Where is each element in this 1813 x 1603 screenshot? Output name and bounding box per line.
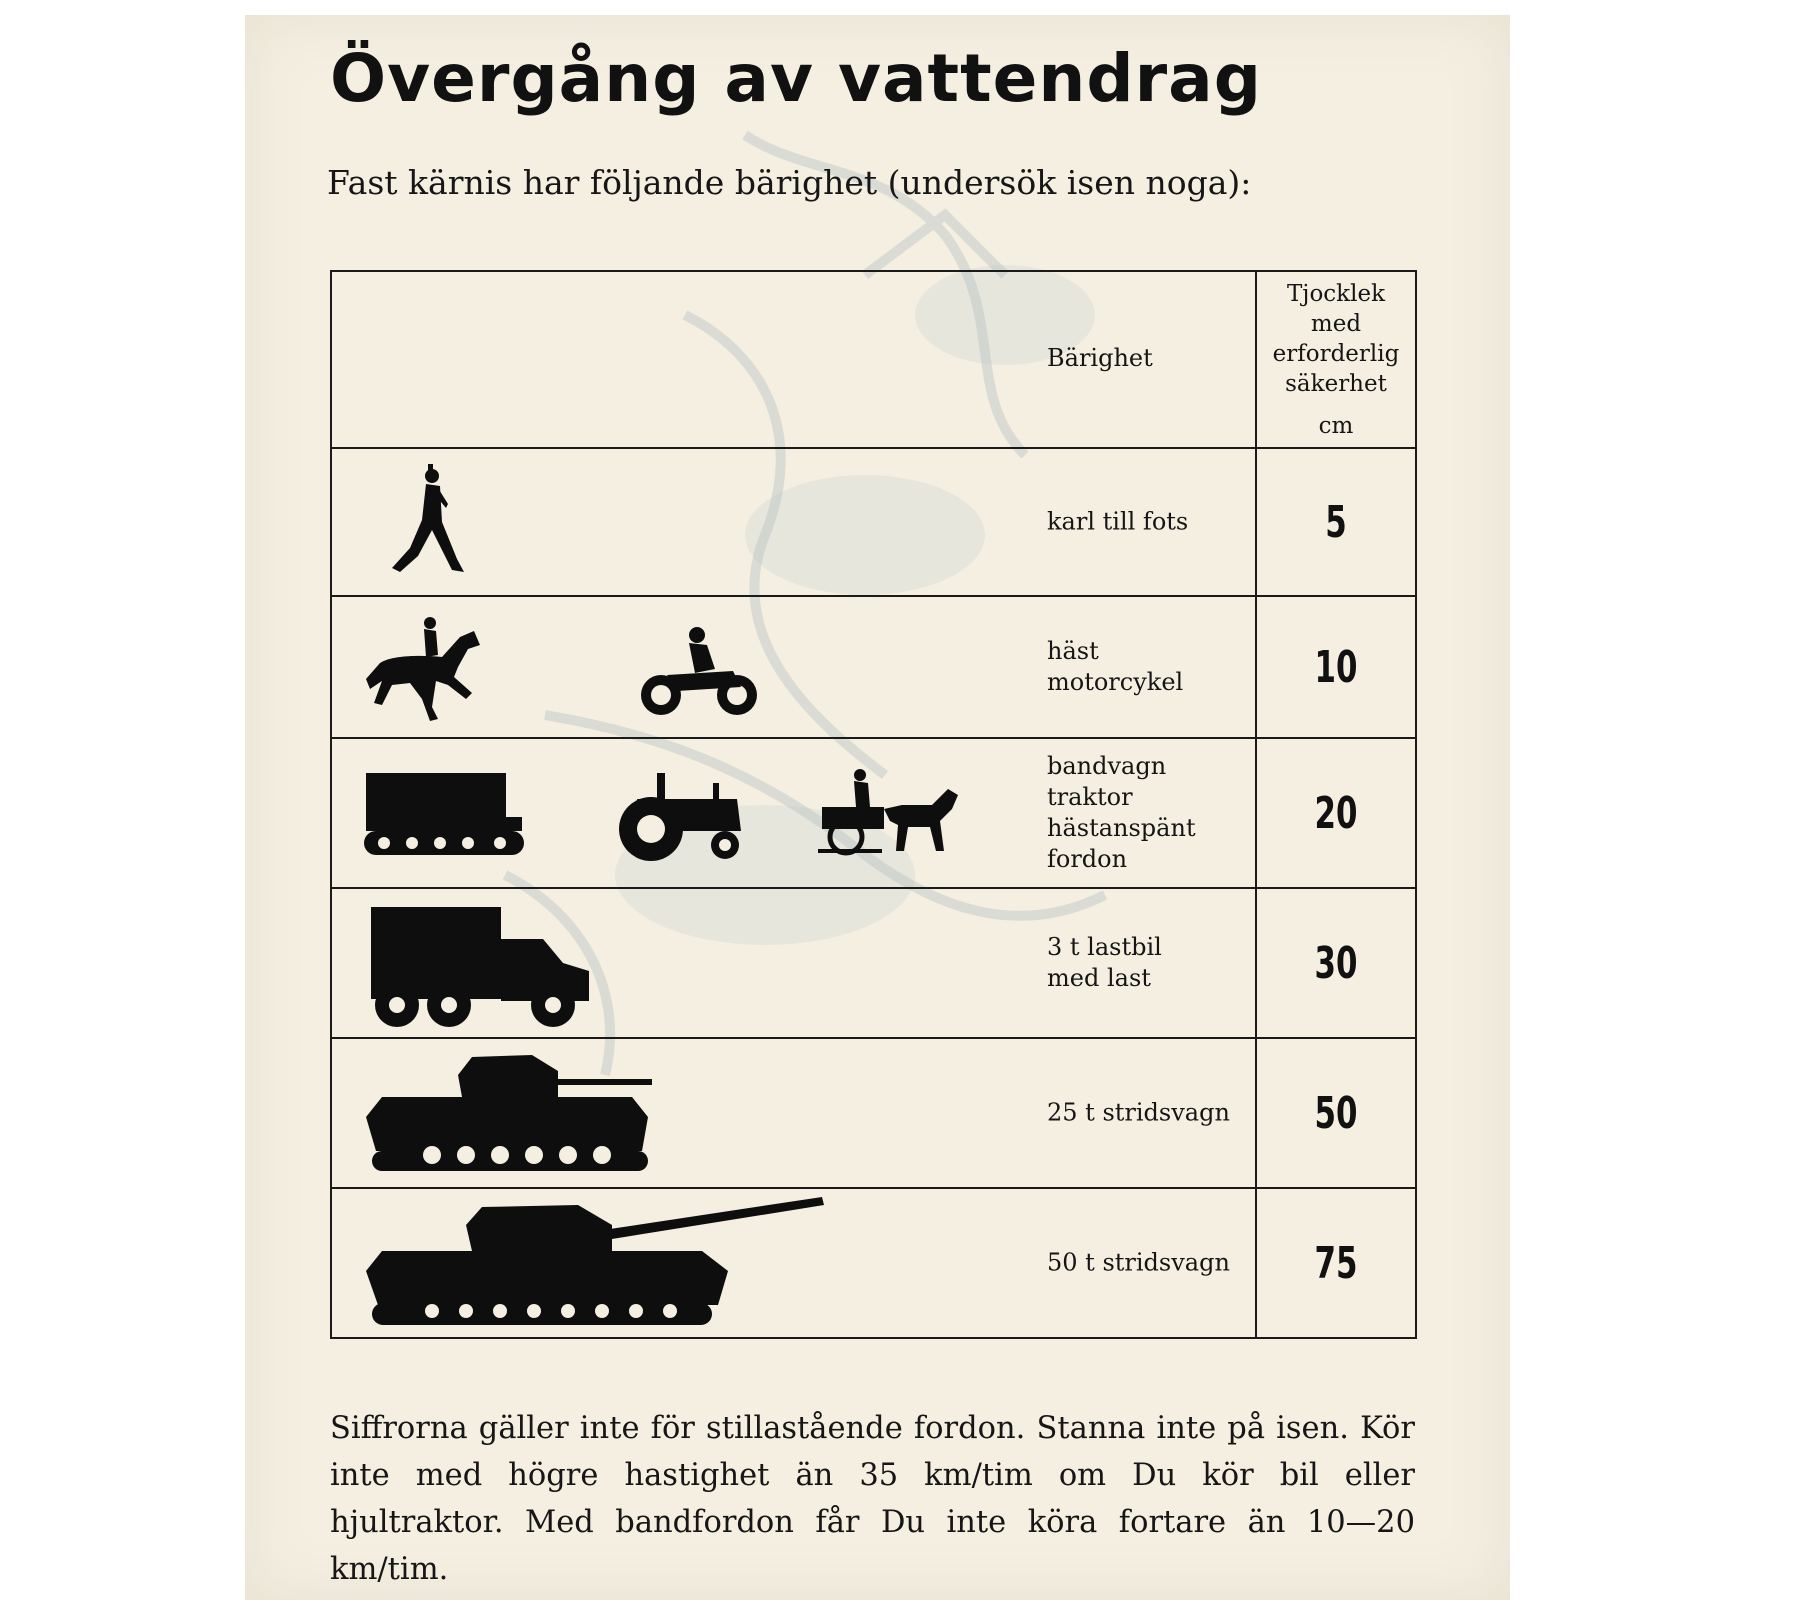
horse-rider-icon — [362, 615, 497, 725]
table-row — [331, 1038, 1416, 1188]
header-bearing-cell — [331, 271, 1256, 448]
book-page — [245, 15, 1510, 1600]
footer-paragraph: Siffrorna gäller inte för stillastående fordon. Stanna inte på isen. Kör inte med högre hastighet än 35 km/tim om Du kör bil eller hjultraktor. Med bandfordon får Du inte köra fortare än 10—20 km/tim. — [330, 1411, 1415, 1587]
motorcycle-icon — [637, 625, 762, 720]
thickness-value: 50 — [1274, 1038, 1399, 1188]
light-tank-icon — [362, 1051, 662, 1176]
thickness-value: 10 — [1274, 596, 1399, 738]
header-bearing-label: Bärighet — [1047, 344, 1153, 372]
truck-icon — [367, 901, 597, 1031]
header-thickness-line: erforderlig — [1272, 340, 1400, 367]
load-cell — [331, 596, 1256, 738]
load-cell — [331, 738, 1256, 888]
heavy-tank-icon — [362, 1195, 832, 1330]
table-row — [331, 596, 1416, 738]
tracked-carrier-icon — [362, 769, 527, 859]
load-label: motorcykel — [1047, 668, 1184, 696]
header-thickness-line: med — [1310, 310, 1362, 337]
load-label: 25 t stridsvagn — [1047, 1098, 1230, 1127]
table-row — [331, 448, 1416, 596]
load-label: bandvagn — [1047, 752, 1167, 780]
load-cell — [331, 888, 1256, 1038]
load-label: med last — [1047, 964, 1151, 992]
load-label: häst — [1047, 637, 1099, 665]
load-label: 3 t lastbil — [1047, 933, 1162, 961]
load-cell — [331, 1188, 1256, 1338]
header-thickness-line: säkerhet — [1285, 370, 1387, 397]
load-label: hästanspänt — [1047, 814, 1196, 842]
page-title: Övergång av vattendrag — [330, 40, 1262, 117]
load-label: karl till fots — [1047, 507, 1189, 536]
table-row — [331, 1188, 1416, 1338]
thickness-value: 5 — [1274, 448, 1399, 596]
header-thickness-cell — [1256, 271, 1416, 448]
header-thickness-line: Tjocklek — [1286, 280, 1386, 307]
subtitle: Fast kärnis har följande bärighet (undersök isen noga): — [327, 163, 1252, 202]
thickness-value: 75 — [1274, 1188, 1399, 1338]
thickness-value: 20 — [1274, 738, 1399, 888]
load-label: traktor — [1047, 783, 1133, 811]
table-header-row — [331, 271, 1416, 448]
load-cell — [331, 1038, 1256, 1188]
load-cell — [331, 448, 1256, 596]
walking-soldier-icon — [382, 464, 482, 579]
thickness-value: 30 — [1274, 888, 1399, 1038]
header-unit: cm — [1318, 412, 1354, 439]
table-row — [331, 888, 1416, 1038]
tractor-icon — [617, 769, 747, 864]
ice-bearing-table — [330, 270, 1417, 1339]
horse-cart-icon — [812, 767, 962, 857]
load-label: 50 t stridsvagn — [1047, 1248, 1230, 1277]
load-label: fordon — [1047, 845, 1128, 873]
table-row — [331, 738, 1416, 888]
